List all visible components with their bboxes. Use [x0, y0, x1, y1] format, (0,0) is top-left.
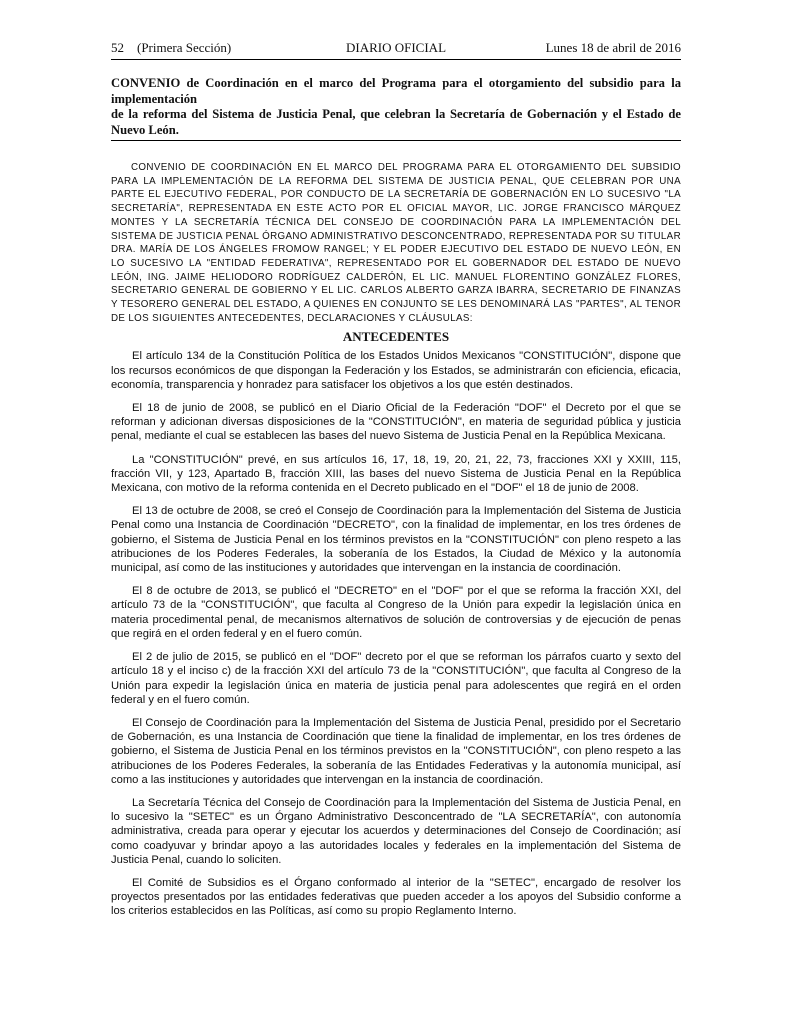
section-heading: ANTECEDENTES: [342, 329, 450, 345]
title-line-1: CONVENIO de Coordinación en el marco del Programa para el otorgamiento del subsidio para la implementación: [111, 76, 681, 106]
title-line-2: de la reforma del Sistema de Justicia Penal, que celebran la Secretaría de Gobernación y el Estado de Nuevo León.: [111, 107, 681, 137]
paragraph: El 2 de julio de 2015, se publicó en el "DOF" decreto por el que se reforman los párrafos cuarto y sexto del artículo 18 y el inciso c) de la fracción XXI del artículo 73 de la "CONSTITUCIÓN", que faculta al Congreso de la Unión para expedir la legislación única en materia de justicia penal para adolescentes que regirá en el orden federal y en el fuero común.: [111, 651, 681, 706]
paragraph: El 18 de junio de 2008, se publicó en el Diario Oficial de la Federación "DOF" el Decreto por el que se reforman y adicionan diversas disposiciones de la "CONSTITUCIÓN", en materia de seguridad pública y justicia penal, mediante el cual se establecen las bases del nuevo Sistema de Justicia Penal en la República Mexicana.: [111, 402, 681, 443]
paragraph: El Comité de Subsidios es el Órgano conformado al interior de la "SETEC", encargado de resolver los proyectos presentados por las entidades federativas que pueden acceder a los apoyos del Subsidio conforme a los criterios establecidos en las Políticas, así como su propio Reglamento Interno.: [111, 876, 681, 918]
page-number: 52: [111, 40, 124, 55]
intro-paragraph: CONVENIO DE COORDINACIÓN EN EL MARCO DEL PROGRAMA PARA EL OTORGAMIENTO DEL SUBSIDIO PARA LA IMPLEMENTACIÓN DE LA REFORMA DEL SISTEMA DE JUSTICIA PENAL, QUE CELEBRAN POR UNA PARTE EL EJECUTIVO FEDERAL, POR CONDUCTO DE LA SECRETARÍA DE GOBERNACIÓN EN LO SUCESIVO "LA SECRETARÍA", REPRESENTADA EN ESTE ACTO POR EL OFICIAL MAYOR, LIC. JORGE FRANCISCO MÁRQUEZ MONTES Y LA SECRETARÍA TÉCNICA DEL CONSEJO DE COORDINACIÓN PARA LA IMPLEMENTACIÓN DEL SISTEMA DE JUSTICIA PENAL ÓRGANO ADMINISTRATIVO DESCONCENTRADO, REPRESENTADA POR SU TITULAR DRA. MARÍA DE LOS ÁNGELES FROMOW RANGEL; Y EL PODER EJECUTIVO DEL ESTADO DE NUEVO LEÓN, EN LO SUCESIVO LA "ENTIDAD FEDERATIVA", REPRESENTADO POR EL GOBERNADOR DEL ESTADO DE NUEVO LEÓN, ING. JAIME HELIODORO RODRÍGUEZ CALDERÓN, EL LIC. MANUEL FLORENTINO GONZÁLEZ FLORES, SECRETARIO GENERAL DE GOBIERNO Y EL LIC. CARLOS ALBERTO GARZA IBARRA, SECRETARIO DE FINANZAS Y TESORERO GENERAL DEL ESTADO, A QUIENES EN CONJUNTO SE LES DENOMINARÁ LAS "PARTES", AL TENOR DE LOS SIGUIENTES ANTECEDENTES, DECLARACIONES Y CLÁUSULAS:: [111, 162, 681, 324]
section-label: (Primera Sección): [137, 40, 232, 55]
publication-name: DIARIO OFICIAL: [345, 40, 447, 55]
title-rule: [111, 140, 681, 141]
header-rule: [111, 59, 681, 60]
paragraph: El 8 de octubre de 2013, se publicó el "DECRETO" en el "DOF" por el que se reforma la fracción XXI, del artículo 73 de la "CONSTITUCIÓN", que faculta al Congreso de la Unión para expedir la legislación única en materia procedimental penal, de mecanismos alternativos de solución de controversias y de ejecución de penas que regirá en el orden federal y en el fuero común.: [111, 585, 681, 640]
paragraph: El artículo 134 de la Constitución Política de los Estados Unidos Mexicanos "CONSTITUCIÓN", dispone que los recursos económicos de que dispongan la Federación y los Estados, se administrarán con eficiencia, eficacia, economía, transparencia y honradez para satisfacer los objetivos a los que estén destinados.: [111, 350, 681, 391]
publication-date: Lunes 18 de abril de 2016: [545, 40, 681, 55]
paragraph: El 13 de octubre de 2008, se creó el Consejo de Coordinación para la Implementación del Sistema de Justicia Penal como una Instancia de Coordinación "DECRETO", con la finalidad de implementar, en los tres órdenes de gobierno, el Sistema de Justicia Penal en los términos previstos en la "CONSTITUCIÓN" con pleno respeto a las atribuciones de los Poderes Federales, la soberanía de los Estados, la Ciudad de México y la autonomía municipal, así como de las instituciones y autoridades que intervengan en la instancia de coordinación.: [111, 505, 681, 575]
paragraph: El Consejo de Coordinación para la Implementación del Sistema de Justicia Penal, presidido por el Secretario de Gobernación, es una Instancia de Coordinación que tiene la finalidad de implementar, en los tres órdenes de gobierno, el Sistema de Justicia Penal en los términos previstos en la "CONSTITUCIÓN", con pleno respeto a las atribuciones de los Poderes Federales, la soberanía de las Entidades Federativas y la autonomía municipal, así como a las instituciones y autoridades que intervengan en la instancia de coordinación.: [111, 716, 681, 786]
paragraph: La Secretaría Técnica del Consejo de Coordinación para la Implementación del Sistema de Justicia Penal, en lo sucesivo la "SETEC" es un Órgano Administrativo Desconcentrado de "LA SECRETARÍA", con autonomía administrativa, creada para operar y ejecutar los acuerdos y determinaciones del Consejo de Coordinación; así como coadyuvar y brindar apoyo a las autoridades locales y federales en la implementación del Sistema de Justicia Penal, cuando lo soliciten.: [111, 796, 681, 866]
document-title: [111, 76, 681, 138]
document-page: [111, 40, 681, 928]
page-header: [111, 40, 681, 56]
paragraph: La "CONSTITUCIÓN" prevé, en sus artículos 16, 17, 18, 19, 20, 21, 22, 73, fracciones XXI y XXIII, 115, fracción VII, y 123, Apartado B, fracción XIII, las bases del nuevo Sistema de Justicia Penal en la República Mexicana, con motivo de la reforma contenida en el Decreto publicado en el "DOF" el 18 de junio de 2008.: [111, 453, 681, 495]
header-left: [111, 40, 311, 56]
